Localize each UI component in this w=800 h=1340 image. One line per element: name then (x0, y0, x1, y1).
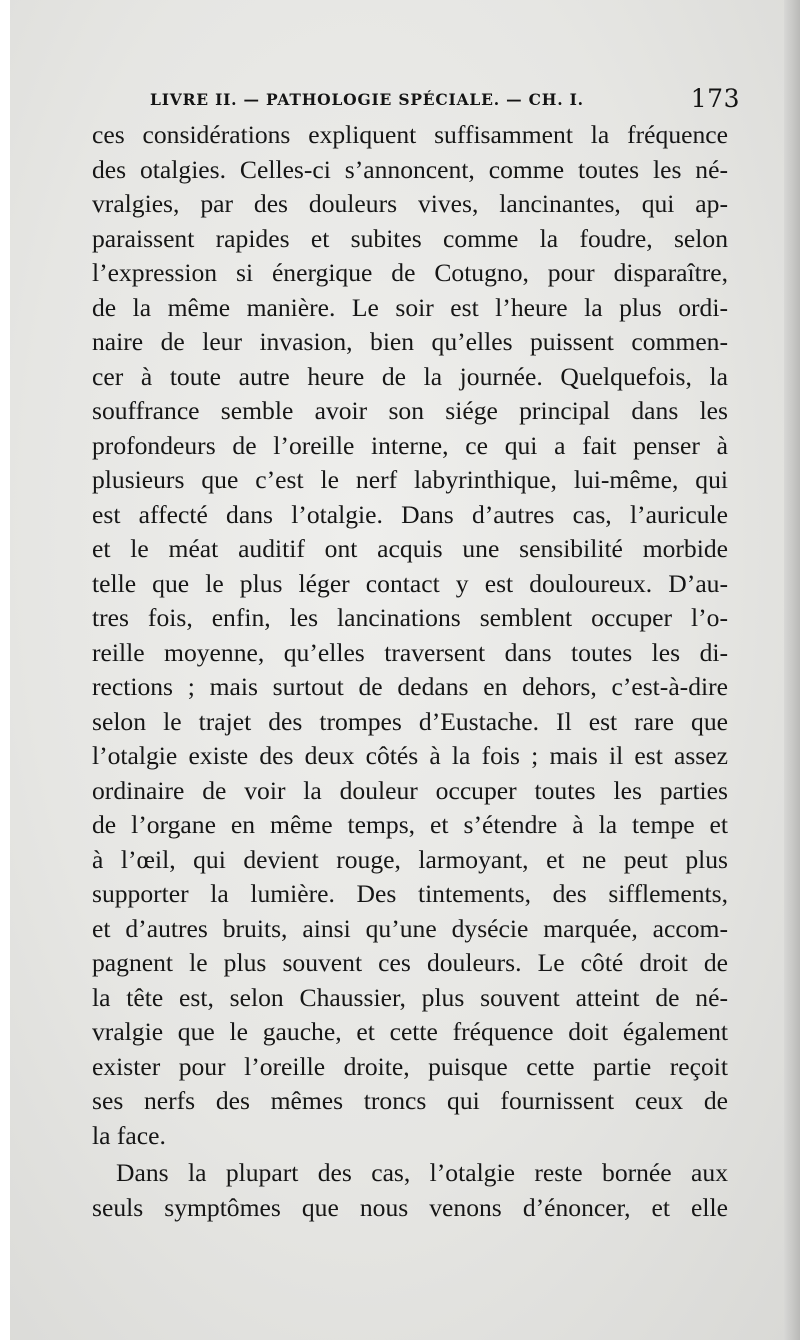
text-line: ordinaire de voir la douleur occuper toutes les parties (92, 775, 728, 805)
text-line: souffrance semble avoir son siége principal dans les (92, 396, 728, 425)
text-line: vralgies, par des douleurs vives, lancinantes, qui ap- (92, 189, 728, 218)
text-line: paraissent rapides et subites comme la foudre, selon (92, 223, 728, 253)
text-line: profondeurs de l’oreille interne, ce qui a fait penser à (92, 430, 728, 460)
text-line: ces considérations expliquent suffisamment la fréquence (92, 120, 728, 149)
text-line: ses nerfs des mêmes troncs qui fournissent ceux de (92, 1086, 728, 1115)
text-line: de l’organe en même temps, et s’étendre à la tempe et (92, 810, 728, 839)
text-line: telle que le plus léger contact y est douloureux. D’au- (92, 568, 728, 598)
paragraph-2 (92, 1156, 728, 1225)
text-line: pagnent le plus souvent ces douleurs. Le côté droit de (92, 948, 728, 977)
text-line: la tête est, selon Chaussier, plus souvent atteint de né- (92, 982, 728, 1012)
text-line: est affecté dans l’otalgie. Dans d’autres cas, l’auricule (92, 499, 728, 529)
text-line: cer à toute autre heure de la journée. Quelquefois, la (92, 361, 728, 391)
text-line: vralgie que le gauche, et cette fréquence doit également (92, 1017, 728, 1046)
text-line: selon le trajet des trompes d’Eustache. Il est rare que (92, 706, 728, 736)
scan-margin-left (0, 0, 10, 1340)
text-line: tres fois, enfin, les lancinations semblent occuper l’o- (92, 603, 728, 632)
text-line: à l’œil, qui devient rouge, larmoyant, et ne peut plus (92, 844, 728, 874)
page-number: 173 (690, 84, 740, 113)
page-header (150, 84, 740, 114)
text-line: l’expression si énergique de Cotugno, pour disparaître, (92, 258, 728, 287)
text-line: seuls symptômes que nous venons d’énoncer, et elle (92, 1192, 728, 1222)
text-line: supporter la lumière. Des tintements, des sifflements, (92, 879, 728, 908)
text-line: des otalgies. Celles-ci s’annoncent, comme toutes les né- (92, 154, 728, 184)
body-text (92, 118, 728, 1225)
text-line: naire de leur invasion, bien qu’elles puissent commen- (92, 327, 728, 356)
text-line: Dans la plupart des cas, l’otalgie reste bornée aux (116, 1158, 728, 1187)
text-line: et d’autres bruits, ainsi qu’une dysécie marquée, accom- (92, 913, 728, 943)
text-line: exister pour l’oreille droite, puisque cette partie reçoit (92, 1051, 728, 1081)
text-line: de la même manière. Le soir est l’heure la plus ordi- (92, 292, 728, 322)
text-line: reille moyenne, qu’elles traversent dans toutes les di- (92, 637, 728, 667)
paragraph-1 (92, 118, 728, 1153)
page-edge-shadow (784, 0, 800, 1340)
text-line: et le méat auditif ont acquis une sensibilité morbide (92, 534, 728, 563)
text-line: la face. (92, 1120, 166, 1150)
text-line: plusieurs que c’est le nerf labyrinthique, lui-même, qui (92, 465, 728, 494)
text-line: rections ; mais surtout de dedans en dehors, c’est-à-dire (92, 672, 728, 701)
text-line: l’otalgie existe des deux côtés à la fois ; mais il est assez (92, 741, 728, 770)
running-head: LIVRE II. — PATHOLOGIE SPÉCIALE. — CH. I. (150, 90, 584, 109)
